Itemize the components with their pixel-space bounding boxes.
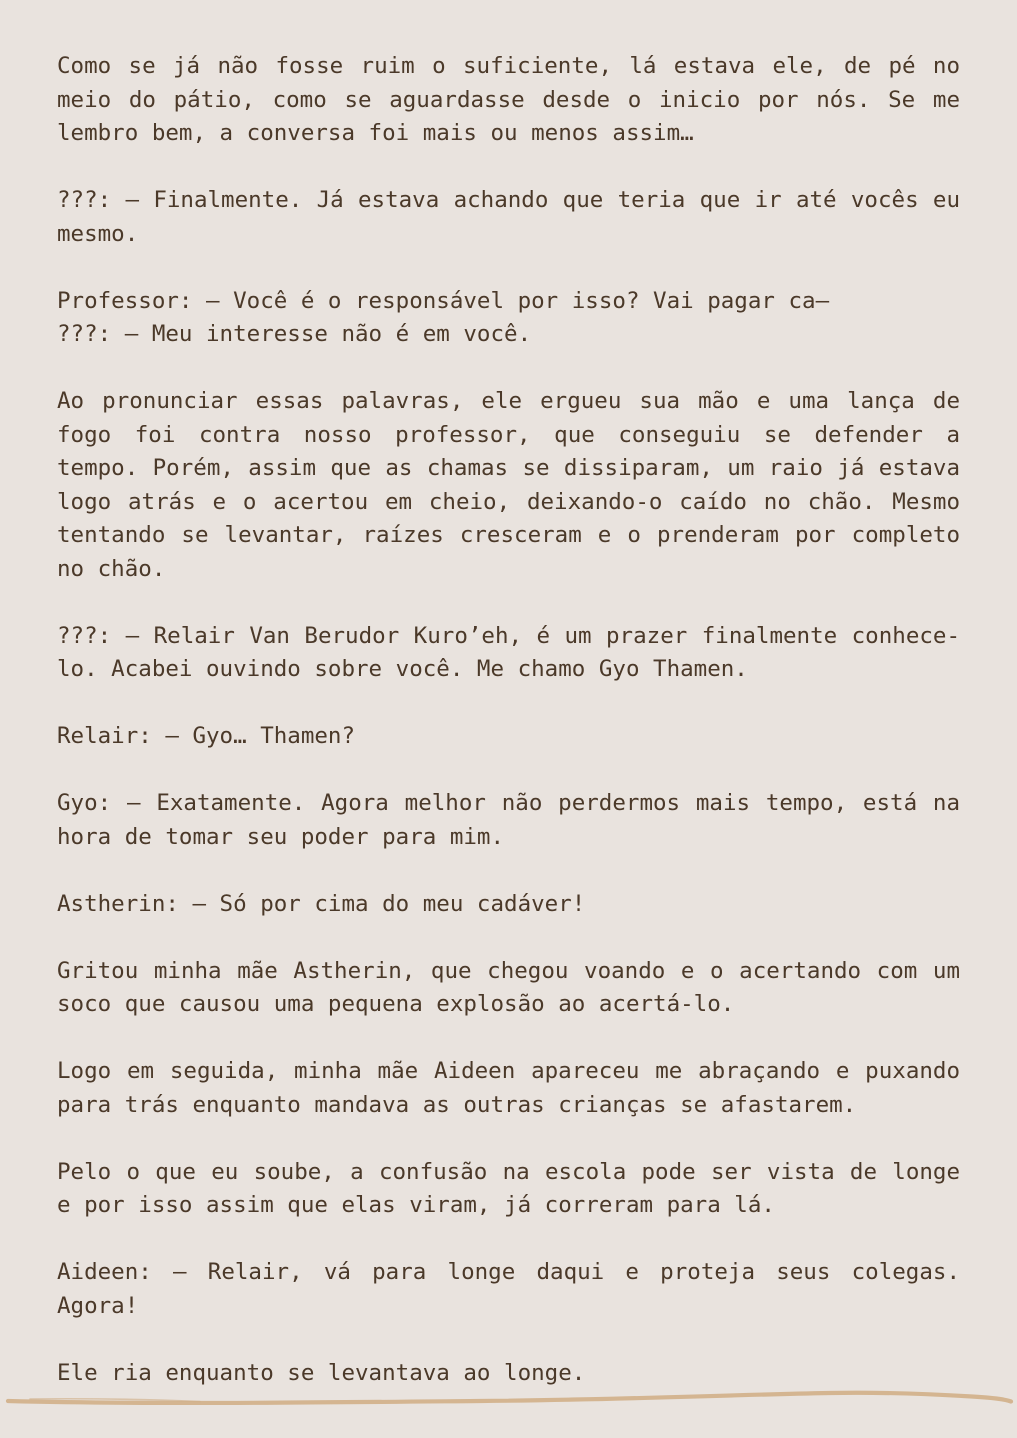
text-line: Aideen: — Relair, vá para longe daqui e proteja seus colegas. [57, 1259, 960, 1285]
text-line: Ao pronunciar essas palavras, ele ergueu sua mão e uma lança de [57, 388, 960, 414]
text-line: soco que causou uma pequena explosão ao acertá-lo. [57, 991, 735, 1017]
text-line: Agora! [57, 1292, 139, 1319]
paragraph [57, 720, 960, 754]
story-text [57, 50, 960, 1390]
text-line: Gyo: — Exatamente. Agora melhor não perdermos mais tempo, está na [57, 790, 960, 816]
paragraph [57, 888, 960, 922]
text-line: ???: — Meu interesse não é em você. [57, 321, 532, 347]
paragraph [57, 620, 960, 687]
paragraph [57, 1357, 960, 1391]
text-line: tentando se levantar, raízes cresceram e o prenderam por completo [57, 522, 960, 548]
text-line: Como se já não fosse ruim o suficiente, lá estava ele, de pé no [57, 53, 960, 79]
text-line: Astherin: — Só por cima do meu cadáver! [57, 890, 586, 917]
paragraph [57, 184, 960, 251]
text-line: Gritou minha mãe Astherin, que chegou voando e o acertando com um [57, 957, 960, 984]
paragraph [57, 385, 960, 586]
text-line: Professor: — Você é o responsável por isso? Vai pagar ca— [57, 287, 830, 314]
text-line: e por isso assim que elas viram, já correram para lá. [57, 1192, 775, 1218]
text-line: meio do pátio, como se aguardasse desde o inicio por nós. Se me [57, 86, 960, 113]
paragraph [57, 285, 960, 352]
squiggle-stroke-main [8, 1393, 1011, 1403]
text-line: para trás enquanto mandava as outras crianças se afastarem. [57, 1091, 857, 1118]
text-line: Logo em seguida, minha mãe Aideen apareceu me abraçando e puxando [57, 1058, 960, 1084]
text-line: ???: — Finalmente. Já estava achando que teria que ir até vocês eu [57, 187, 960, 213]
paragraph [57, 50, 960, 151]
text-line: Relair: — Gyo… Thamen? [57, 723, 356, 749]
text-line: lo. Acabei ouvindo sobre você. Me chamo Gyo Thamen. [57, 656, 748, 682]
paragraph [57, 1055, 960, 1122]
text-line: tempo. Porém, assim que as chamas se dissiparam, um raio já estava [57, 455, 960, 481]
text-line: mesmo. [57, 220, 139, 247]
squiggle-stroke-thin [30, 1399, 200, 1402]
text-line: ???: — Relair Van Berudor Kuro’eh, é um prazer finalmente conhece- [57, 622, 960, 649]
text-line: no chão. [57, 555, 166, 582]
paragraph [57, 955, 960, 1022]
paragraph [57, 1256, 960, 1323]
text-line: hora de tomar seu poder para mim. [57, 823, 505, 850]
text-line: Ele ria enquanto se levantava ao longe. [57, 1359, 586, 1386]
text-line: lembro bem, a conversa foi mais ou menos assim… [57, 120, 694, 146]
text-line: Pelo o que eu soube, a confusão na escola pode ser vista de longe [57, 1158, 960, 1185]
paragraph [57, 1156, 960, 1223]
text-line: logo atrás e o acertou em cheio, deixando-o caído no chão. Mesmo [57, 488, 960, 515]
paragraph [57, 787, 960, 854]
text-line: fogo foi contra nosso professor, que conseguiu se defender a [57, 421, 960, 448]
